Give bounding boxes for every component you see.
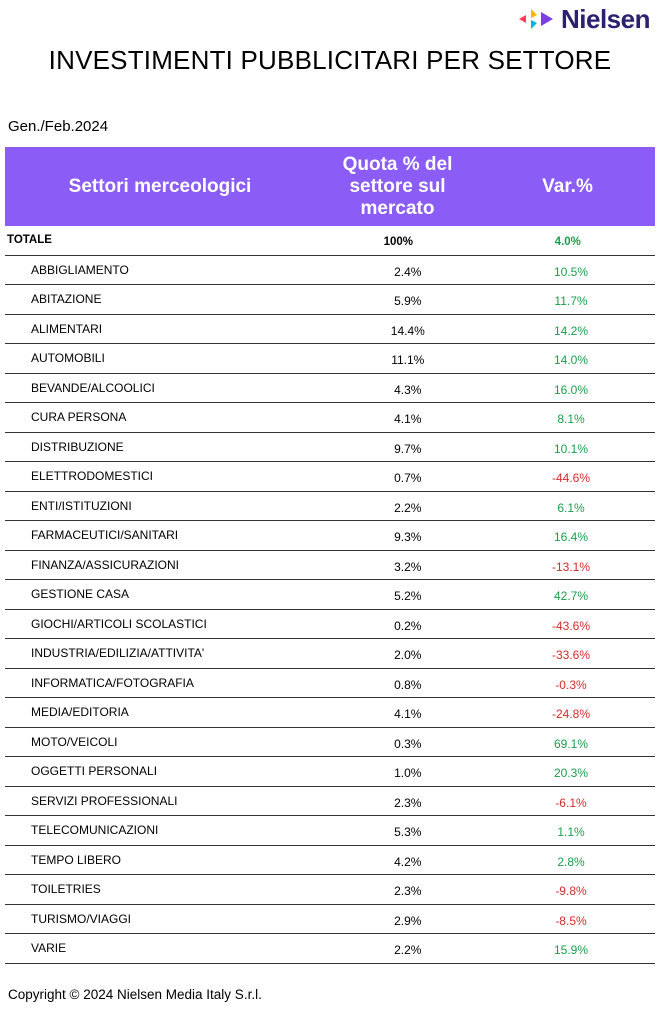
sector-label: VARIE [31, 941, 67, 956]
header-var: Var.% [542, 175, 593, 197]
var-value: -43.6% [551, 618, 591, 633]
share-value: 0.2% [394, 618, 422, 633]
share-value: 2.2% [394, 943, 422, 958]
table-row [5, 639, 655, 669]
var-value: -13.1% [551, 559, 591, 574]
sector-label: GESTIONE CASA [31, 587, 130, 602]
share-value: 2.3% [394, 884, 422, 899]
table-row [5, 256, 655, 286]
sector-label: GIOCHI/ARTICOLI SCOLASTICI [31, 616, 207, 631]
table-row [5, 757, 655, 787]
sector-label: DISTRIBUZIONE [31, 439, 124, 454]
sector-label: MOTO/VEICOLI [31, 734, 118, 749]
share-value: 4.3% [394, 382, 422, 397]
share-value: 5.3% [394, 825, 422, 840]
brand-name: Nielsen [561, 3, 650, 34]
var-value: -6.1% [555, 795, 587, 810]
table-row [5, 787, 655, 817]
sector-label: INDUSTRIA/EDILIZIA/ATTIVITA' [31, 646, 205, 661]
table-row [5, 403, 655, 433]
sector-label: ENTI/ISTITUZIONI [31, 498, 132, 513]
sector-label: ALIMENTARI [31, 321, 103, 336]
sector-label: TOILETRIES [31, 882, 101, 897]
table-row [5, 816, 655, 846]
var-value: -9.8% [555, 884, 587, 899]
table-row [5, 433, 655, 463]
table-row [5, 492, 655, 522]
table-row [5, 315, 655, 345]
var-value: 42.7% [553, 589, 589, 604]
share-value: 5.9% [394, 294, 422, 309]
share-value: 9.7% [394, 441, 422, 456]
share-value: 2.9% [394, 913, 422, 928]
sector-label: ABBIGLIAMENTO [31, 262, 129, 277]
share-value: 0.7% [394, 471, 422, 486]
table-row [5, 551, 655, 581]
sector-table [5, 147, 655, 964]
share-value: 2.4% [394, 264, 422, 279]
sector-label: OGGETTI PERSONALI [31, 764, 158, 779]
var-value: -8.5% [555, 913, 587, 928]
table-row [5, 846, 655, 876]
copyright: Copyright © 2024 Nielsen Media Italy S.r.l. [8, 987, 262, 1002]
share-value: 14.4% [390, 323, 425, 338]
var-value: 20.3% [553, 766, 589, 781]
sector-label: INFORMATICA/FOTOGRAFIA [31, 675, 194, 690]
sector-label: AUTOMOBILI [31, 351, 105, 366]
var-value: 69.1% [553, 736, 589, 751]
sector-label: ELETTRODOMESTICI [31, 469, 154, 484]
table-row [5, 610, 655, 640]
share-value: 2.0% [394, 648, 422, 663]
share-value: 11.1% [391, 353, 425, 368]
table-row [5, 669, 655, 699]
var-value: 16.4% [553, 530, 589, 545]
share-value: 3.2% [394, 559, 422, 574]
nielsen-logo [517, 4, 650, 34]
table-row [5, 580, 655, 610]
table-row [5, 462, 655, 492]
var-value: -24.8% [551, 707, 591, 722]
share-value: 4.1% [394, 412, 422, 427]
var-value: -33.6% [551, 648, 591, 663]
table-row [5, 344, 655, 374]
total-label: TOTALE [7, 234, 52, 247]
share-value: 1.0% [394, 766, 422, 781]
table-row [5, 521, 655, 551]
total-row [5, 226, 655, 256]
share-value: 2.3% [394, 795, 422, 810]
sector-label: TURISMO/VIAGGI [31, 911, 132, 926]
var-value: 2.8% [557, 854, 585, 869]
var-value: -44.6% [551, 471, 591, 486]
var-value: 14.0% [553, 353, 589, 368]
var-value: 10.5% [553, 264, 589, 279]
var-value: 14.2% [553, 323, 589, 338]
sector-label: SERVIZI PROFESSIONALI [31, 793, 178, 808]
sector-label: TELECOMUNICAZIONI [31, 823, 159, 838]
table-row [5, 698, 655, 728]
share-value: 9.3% [394, 530, 422, 545]
var-value: 11.7% [554, 294, 588, 309]
table-row [5, 875, 655, 905]
nielsen-mark-icon [517, 6, 557, 32]
table-row [5, 374, 655, 404]
share-value: 0.8% [394, 677, 422, 692]
page-title: INVESTIMENTI PUBBLICITARI PER SETTORE [48, 45, 612, 75]
sector-label: BEVANDE/ALCOOLICI [31, 380, 155, 395]
sector-label: FARMACEUTICI/SANITARI [31, 528, 179, 543]
sector-label: FINANZA/ASSICURAZIONI [31, 557, 180, 572]
period-label: Gen./Feb.2024 [8, 118, 109, 135]
var-value: 6.1% [557, 500, 585, 515]
header-sector: Settori merceologici [68, 175, 252, 197]
var-value: 8.1% [557, 412, 585, 427]
sector-label: MEDIA/EDITORIA [31, 705, 129, 720]
total-share: 100% [383, 236, 413, 249]
sector-label: TEMPO LIBERO [31, 852, 122, 867]
var-value: -0.3% [555, 677, 587, 692]
header-share: Quota % del settore sul mercato [342, 153, 453, 219]
table-header [5, 147, 655, 226]
share-value: 4.1% [394, 707, 422, 722]
sector-label: CURA PERSONA [31, 410, 127, 425]
var-value: 15.9% [553, 943, 589, 958]
var-value: 1.1% [557, 825, 585, 840]
table-row [5, 934, 655, 964]
table-row [5, 285, 655, 315]
share-value: 5.2% [394, 589, 422, 604]
total-var: 4.0% [554, 236, 581, 249]
table-row [5, 905, 655, 935]
table-row [5, 728, 655, 758]
share-value: 0.3% [394, 736, 422, 751]
var-value: 10.1% [553, 441, 589, 456]
var-value: 16.0% [553, 382, 589, 397]
sector-label: ABITAZIONE [31, 292, 102, 307]
share-value: 4.2% [394, 854, 422, 869]
share-value: 2.2% [394, 500, 422, 515]
